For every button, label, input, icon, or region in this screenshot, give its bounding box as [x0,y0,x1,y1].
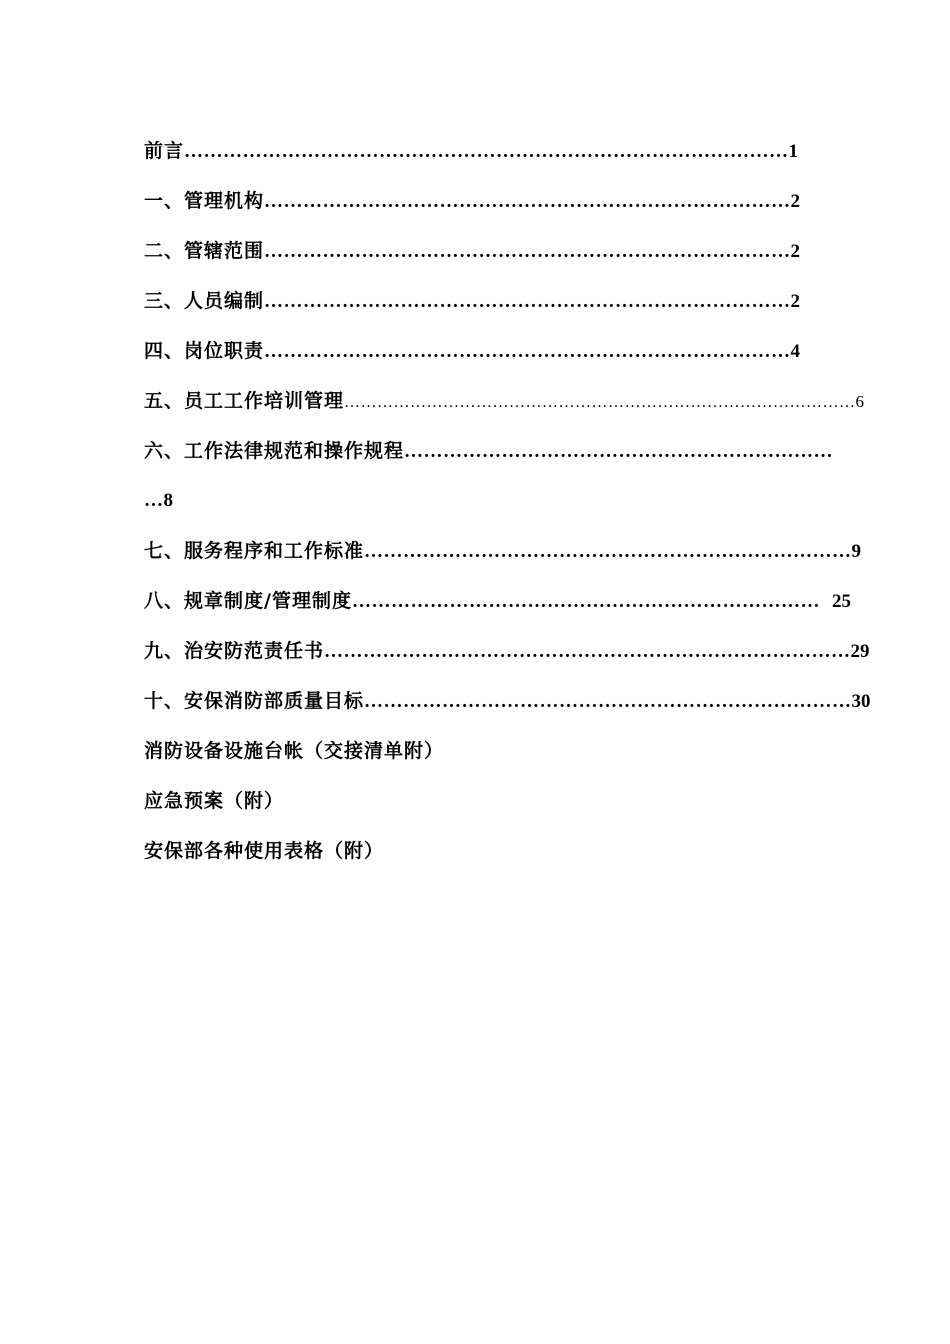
toc-page-number: 9 [851,541,862,562]
toc-entry-title: 一、管理机构 [144,190,265,212]
toc-page-number: 6 [855,392,865,411]
toc-entry-title: 应急预案（附） [144,790,285,812]
toc-entry-title: 十、安保消防部质量目标 [144,690,365,712]
toc-page-number: 4 [790,341,801,362]
toc-entry-fire-equipment-ledger[interactable] [144,726,804,776]
toc-entry-training[interactable] [144,376,865,426]
toc-entry-title: 九、治安防范责任书 [144,640,325,662]
toc-leader-dots: … [144,490,164,511]
toc-entry-title: 消防设备设施台帐（交接清单附） [144,740,445,762]
toc-page-number: 8 [163,490,173,511]
toc-leader-dots: ………………………………………………………………… [364,691,852,712]
toc-entry-title: 八、规章制度/管理制度 [144,590,352,612]
toc-entry-title: 五、员工工作培训管理 [144,390,345,412]
toc-entry-title: 三、人员编制 [144,290,265,312]
toc-entry-staffing[interactable] [144,276,804,326]
toc-page-number: 29 [850,641,870,662]
toc-page-number: 1 [788,141,799,162]
toc-entry-job-duties[interactable] [144,326,804,376]
toc-entry-title: 前言 [144,140,185,162]
toc-leader-dots: ………………………………………………………………………………… [184,141,789,162]
toc-page-number: 2 [790,191,801,212]
toc-leader-dots: ………………………………………………………………… [364,541,852,562]
toc-entry-quality-objectives[interactable] [144,676,871,726]
toc-leader-dots: ………………………………………………………… [404,441,834,462]
toc-page-number: 2 [790,291,801,312]
table-of-contents [144,126,871,876]
toc-entry-title: 四、岗位职责 [144,340,265,362]
toc-entry-emergency-plan[interactable] [144,776,804,826]
toc-entry-security-forms[interactable] [144,826,804,876]
toc-entry-title: 二、管辖范围 [144,240,265,262]
toc-entry-management-organization[interactable] [144,176,804,226]
toc-page-number: 25 [831,591,851,612]
toc-entry-jurisdiction[interactable] [144,226,804,276]
toc-page-number: 2 [790,241,801,262]
toc-leader-dots: ……………………………………………………………………… [264,291,791,312]
toc-entry-title: 安保部各种使用表格（附） [144,840,385,862]
toc-leader-dots: ……………………………………………………………………… [324,641,851,662]
toc-entry-security-responsibility[interactable] [144,626,870,676]
toc-leader-dots: ………………………………………………………………………………… [344,394,856,411]
toc-leader-dots: ……………………………………………………………… [351,591,820,612]
toc-leader-dots: ……………………………………………………………………… [264,341,791,362]
toc-entry-preface[interactable] [144,126,804,176]
toc-entry-service-procedures[interactable] [144,526,862,576]
toc-leader-dots: ……………………………………………………………………… [264,191,791,212]
toc-page-number: 30 [851,691,871,712]
toc-entry-legal-norms[interactable] [144,426,834,476]
toc-entry-legal-norms-continued[interactable] [144,476,804,526]
toc-entry-rules-regulations[interactable] [144,576,851,626]
toc-leader-dots: ……………………………………………………………………… [264,241,791,262]
toc-entry-title: 七、服务程序和工作标准 [144,540,365,562]
toc-entry-title: 六、工作法律规范和操作规程 [144,440,405,462]
